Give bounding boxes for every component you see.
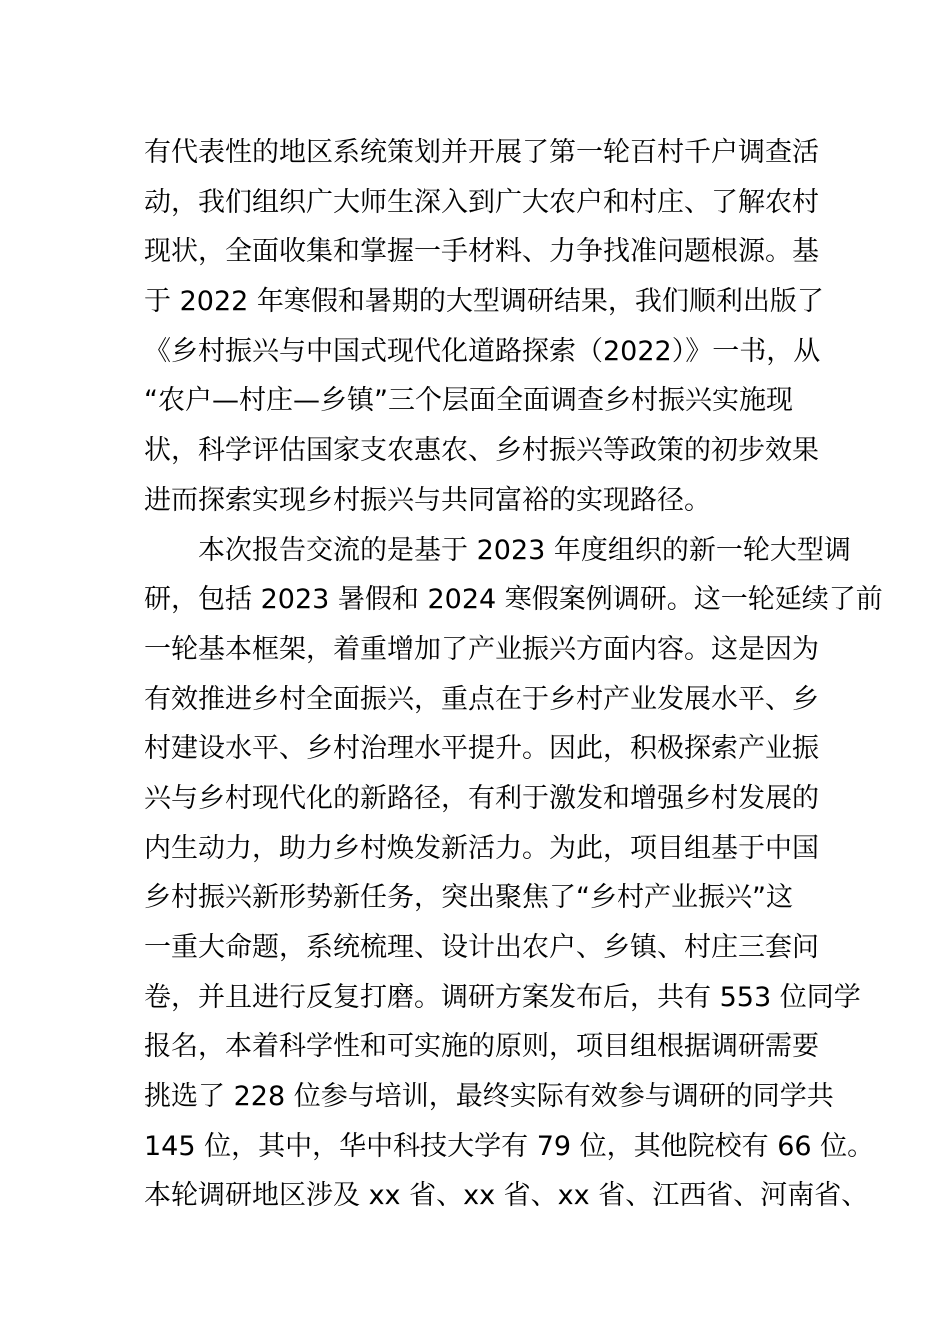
text-line: 现状，全面收集和掌握一手材料、力争找准问题根源。基 bbox=[144, 236, 819, 268]
text-line: 研，包括 2023 暑假和 2024 寒假案例调研。这一轮延续了前 bbox=[144, 584, 883, 616]
text-line: 挑选了 228 位参与培训，最终实际有效参与调研的同学共 bbox=[144, 1081, 834, 1113]
text-line: 内生动力，助力乡村焕发新活力。为此，项目组基于中国 bbox=[144, 832, 819, 864]
text-line: “农户—村庄—乡镇”三个层面全面调查乡村振兴实施现 bbox=[144, 385, 793, 417]
document-body bbox=[144, 128, 883, 1221]
text-line: 有代表性的地区系统策划并开展了第一轮百村千户调查活 bbox=[144, 137, 819, 168]
paragraph-2 bbox=[144, 526, 883, 1222]
text-line: 有效推进乡村全面振兴，重点在于乡村产业发展水平、乡 bbox=[144, 683, 819, 715]
text-line: 进而探索实现乡村振兴与共同富裕的实现路径。 bbox=[144, 484, 711, 516]
text-line: 《乡村振兴与中国式现代化道路探索（2022）》一书，从 bbox=[144, 335, 821, 367]
text-line: 村建设水平、乡村治理水平提升。因此，积极探索产业振 bbox=[144, 733, 819, 765]
text-line: 本次报告交流的是基于 2023 年度组织的新一轮大型调 bbox=[198, 534, 851, 566]
text-line: 兴与乡村现代化的新路径，有利于激发和增强乡村发展的 bbox=[144, 782, 819, 814]
text-line: 145 位，其中，华中科技大学有 79 位，其他院校有 66 位。 bbox=[144, 1130, 875, 1162]
text-line: 报名，本着科学性和可实施的原则，项目组根据调研需要 bbox=[144, 1031, 819, 1063]
text-line: 一重大命题，系统梳理、设计出农户、乡镇、村庄三套问 bbox=[144, 932, 819, 963]
paragraph-1 bbox=[144, 128, 824, 526]
text-line: 于 2022 年寒假和暑期的大型调研结果，我们顺利出版了 bbox=[144, 286, 824, 318]
text-line: 一轮基本框架，着重增加了产业振兴方面内容。这是因为 bbox=[144, 633, 819, 665]
text-line: 状，科学评估国家支农惠农、乡村振兴等政策的初步效果 bbox=[144, 435, 819, 467]
text-line: 动，我们组织广大师生深入到广大农户和村庄、了解农村 bbox=[144, 186, 819, 218]
text-line: 本轮调研地区涉及 xx 省、xx 省、xx 省、江西省、河南省、 bbox=[144, 1180, 869, 1212]
text-line: 乡村振兴新形势新任务，突出聚焦了“乡村产业振兴”这 bbox=[144, 882, 793, 914]
text-line: 卷，并且进行反复打磨。调研方案发布后，共有 553 位同学 bbox=[144, 981, 861, 1013]
